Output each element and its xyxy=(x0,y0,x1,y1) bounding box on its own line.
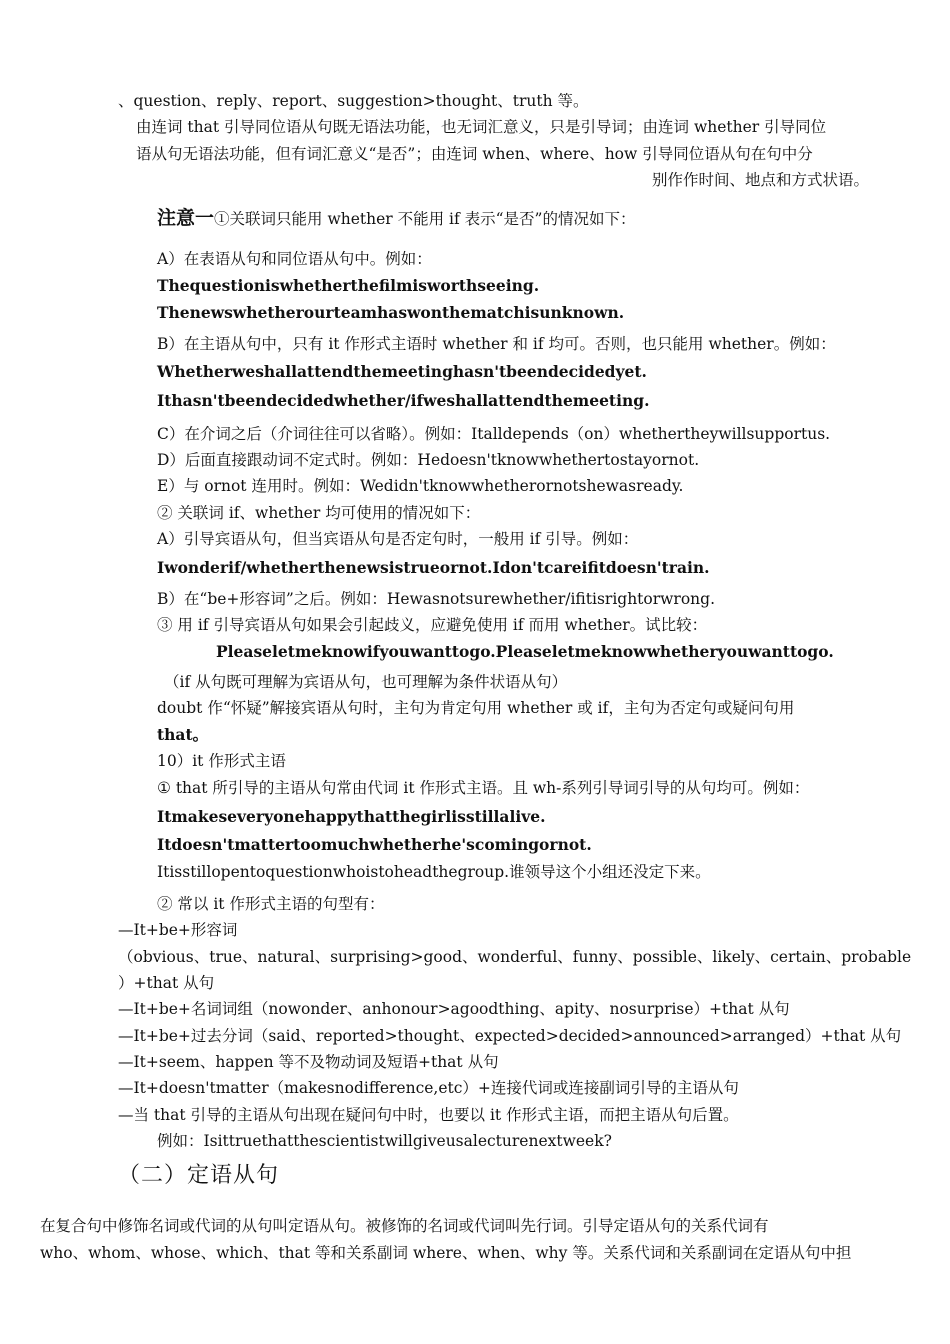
example-sentence: Itdoesn'tmattertoomuchwhetherhe'scomingornot. xyxy=(157,835,592,854)
text-line: E）与 ornot 连用时。例如：Wedidn'tknowwhetherornotshewasready. xyxy=(157,477,684,495)
text-line: —It+be+名词词组（nowonder、anhonour>agoodthing、apity、nosurprise）+that 从句 xyxy=(118,1000,790,1018)
section-heading: （二）定语从句 xyxy=(118,1163,280,1188)
example-sentence: Whetherweshallattendthemeetinghasn'tbeendecidedyet. xyxy=(157,362,647,381)
text-line: 10）it 作形式主语 xyxy=(157,752,286,770)
text-line: 例如：Isittruethatthescientistwillgiveusalecturenextweek? xyxy=(157,1132,612,1150)
text-line: ③ 用 if 引导宾语从句如果会引起歧义，应避免使用 if 而用 whether。试比较： xyxy=(157,616,708,634)
text-line: D）后面直接跟动词不定式时。例如：Hedoesn'tknowwhethertostayornot. xyxy=(157,451,700,469)
text-line: —It+doesn'tmatter（makesnodifference,etc）+连接代词或连接副词引导的主语从句 xyxy=(118,1079,739,1097)
text-line: ①关联词只能用 whether 不能用 if 表示“是否”的情况如下： xyxy=(214,210,636,228)
text-line: ② 常以 it 作形式主语的句型有： xyxy=(157,895,385,913)
text-line: 语从句无语法功能，但有词汇意义“是否”；由连词 when、where、how 引导同位语从句在句中分 xyxy=(136,145,813,163)
text-line: A）引导宾语从句，但当宾语从句是否定句时，一般用 if 引导。例如： xyxy=(157,530,639,548)
text-line: ② 关联词 if、whether 均可使用的情况如下： xyxy=(157,504,481,522)
text-line: （obvious、true、natural、surprising>good、wonderful、funny、possible、likely、certain、probable xyxy=(118,948,912,966)
text-line: 由连词 that 引导同位语从句既无语法功能，也无词汇意义，只是引导词；由连词 whether 引导同位 xyxy=(136,118,827,136)
text-line: —当 that 引导的主语从句出现在疑问句中时，也要以 it 作形式主语，而把主语从句后置。 xyxy=(118,1106,739,1124)
text-line: A）在表语从句和同位语从句中。例如： xyxy=(157,250,432,268)
note-line xyxy=(157,208,635,229)
text-line: doubt 作“怀疑”解接宾语从句时，主句为肯定句用 whether 或 if，主句为否定句或疑问句用 xyxy=(157,699,795,717)
text-line: B）在主语从句中，只有 it 作形式主语时 whether 和 if 均可。否则，也只能用 whether。例如： xyxy=(157,335,836,353)
text-line: ① that 所引导的主语从句常由代词 it 作形式主语。且 wh-系列引导词引导的从句均可。例如： xyxy=(157,779,810,797)
text-line: 在复合句中修饰名词或代词的从句叫定语从句。被修饰的名词或代词叫先行词。引导定语从句的关系代词有 xyxy=(40,1217,769,1235)
note-label: 注意一 xyxy=(157,207,215,229)
text-line: —It+seem、happen 等不及物动词及短语+that 从句 xyxy=(118,1053,499,1071)
example-sentence: Itmakeseveryonehappythatthegirlisstillalive. xyxy=(157,807,546,826)
example-sentence: Ithasn'tbeendecidedwhether/ifweshallattendthemeeting. xyxy=(157,391,650,410)
example-sentence: Thequestioniswhetherthefilmisworthseeing. xyxy=(157,276,540,295)
text-line: C）在介词之后（介词往往可以省略）。例如：Italldepends（on）whethertheywillsupportus. xyxy=(157,425,831,443)
example-sentence: Iwonderif/whetherthenewsistrueornot.Idon'tcareifitdoesn'train. xyxy=(157,558,710,577)
text-line: B）在“be+形容词”之后。例如：Hewasnotsurewhether/ifitisrightorwrong. xyxy=(157,590,715,608)
example-sentence: Pleaseletmeknowifyouwanttogo.Pleaseletmeknowwhetheryouwanttogo. xyxy=(216,642,834,661)
text-line: （if 从句既可理解为宾语从句，也可理解为条件状语从句） xyxy=(164,673,568,691)
text-line: ）+that 从句 xyxy=(118,974,215,992)
text-line: who、whom、whose、which、that 等和关系副词 where、when、why 等。关系代词和关系副词在定语从句中担 xyxy=(40,1244,852,1262)
example-sentence: Itisstillopentoquestionwhoistoheadthegroup.谁领导这个小组还没定下来。 xyxy=(157,863,711,881)
example-sentence: Thenewswhetherourteamhaswonthematchisunknown. xyxy=(157,303,625,322)
text-line: —It+be+过去分词（said、reported>thought、expected>decided>announced>arranged）+that 从句 xyxy=(118,1027,902,1045)
text-line: that。 xyxy=(157,725,209,744)
text-line: 别作作时间、地点和方式状语。 xyxy=(652,171,870,189)
text-line: —It+be+形容词 xyxy=(118,921,238,939)
text-line: 、question、reply、report、suggestion>thought、truth 等。 xyxy=(118,92,589,110)
